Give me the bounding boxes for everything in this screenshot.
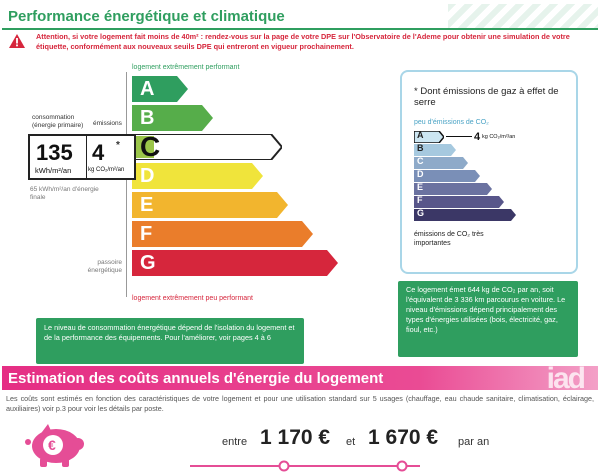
and-text: et (346, 436, 356, 448)
euro-symbol: € (48, 437, 56, 453)
between-text: entre (222, 436, 248, 448)
dpe-class-f (132, 221, 313, 247)
ges-info-box: Ce logement émet 644 kg de CO₂ par an, soit l'équivalent de 3 336 km parcourus en voiture. Le niveau d'émissions dépend principalement des types d'énergies utilisées (bois, électricité, gaz, fioul, etc.) (398, 281, 578, 357)
ges-class-letter: A (417, 130, 424, 140)
consumption-value: 135 (36, 140, 73, 165)
ges-bottom-label: émissions de CO₂ très importantes (414, 231, 484, 247)
header-decoration (448, 4, 598, 28)
dpe-class-letter: B (140, 107, 155, 129)
consumption-unit: kWh/m²/an (35, 166, 72, 175)
ges-class-g (414, 208, 516, 220)
ges-class-e (414, 182, 492, 194)
dpe-class-c (132, 131, 282, 162)
ges-class-letter: C (417, 156, 424, 166)
cost-high: 1 670 € (368, 426, 439, 449)
ges-class-letter: E (417, 182, 424, 192)
value-divider (86, 136, 87, 178)
per-year-text: par an (458, 436, 490, 448)
ges-class-letter: F (417, 195, 423, 205)
dpe-class-e (132, 192, 288, 218)
emissions-value: 4 (92, 140, 105, 165)
dpe-class-letter: G (140, 252, 156, 274)
ges-top-label: peu d'émissions de CO₂ (414, 119, 489, 126)
scale-bottom-label: logement extrêmement peu performant (132, 295, 254, 302)
consumption-label: consommation (énergie primaire) (32, 114, 84, 129)
ges-class-d (414, 169, 480, 181)
ges-class-letter: B (417, 143, 424, 153)
costs-description: Les coûts sont estimés en fonction des caractéristiques de votre logement et pour une utilisation standard sur 5 usages (chauffage, eau chaude sanitaire, climatisation, éclairage, auxiliaires) voir p.3 pour voir les détails par poste. (6, 394, 594, 413)
ges-class-f (414, 195, 504, 207)
ges-class-letter: G (417, 208, 425, 218)
cost-low: 1 170 € (260, 426, 331, 449)
ges-class-a (414, 130, 444, 142)
performance-title: Performance énergétique et climatique (8, 8, 285, 25)
ges-unit: kg CO₂/m²/an (482, 134, 516, 140)
cost-range-bar (190, 460, 420, 472)
emissions-unit: kg CO₂/m²/an (88, 167, 125, 173)
performance-header (2, 4, 598, 30)
dpe-class-a (132, 76, 188, 102)
dpe-class-letter: F (140, 223, 153, 245)
ges-class-letter: D (417, 169, 424, 179)
passoire-label: passoire énergétique (87, 259, 122, 274)
energy-info-box: Le niveau de consommation énergétique dépend de l'isolation du logement et de la performance des équipements. Pour l'améliorer, voir pages 4 à 6 (36, 318, 304, 364)
dpe-class-g (132, 250, 338, 276)
dpe-class-letter: A (140, 78, 155, 100)
emissions-label: émissions (93, 120, 122, 127)
dpe-class-b (132, 105, 213, 131)
dpe-value-box (28, 134, 136, 180)
costs-header (2, 362, 598, 395)
warning-text: Attention, si votre logement fait moins de 40m² : rendez-vous sur la page de votre DPE sur l'Observatoire de l'Ademe pour obtenir une simulation de votre étiquette, conformément aux nouveaux seuils DPE qui entreront en vigueur prochainement. (36, 32, 570, 51)
emissions-star: * (116, 140, 120, 151)
ges-current-marker (446, 136, 472, 137)
dpe-class-d (132, 163, 263, 189)
final-energy-text: 65 kWh/m²/an d'énergie finale (30, 186, 99, 201)
scale-top-label: logement extrêmement performant (132, 64, 240, 71)
dpe-class-letter: C (140, 131, 161, 162)
ges-class-b (414, 143, 456, 155)
warning-icon (8, 33, 26, 49)
costs-title: Estimation des coûts annuels d'énergie du logement (8, 370, 384, 387)
ges-title: * Dont émissions de gaz à effet de serre (414, 86, 559, 108)
dpe-class-letter: E (140, 194, 154, 216)
ges-panel (400, 70, 578, 274)
iad-logo: iad (546, 362, 584, 395)
dpe-class-letter: D (140, 165, 155, 187)
ges-class-c (414, 156, 468, 168)
ges-value: 4 (474, 131, 481, 143)
